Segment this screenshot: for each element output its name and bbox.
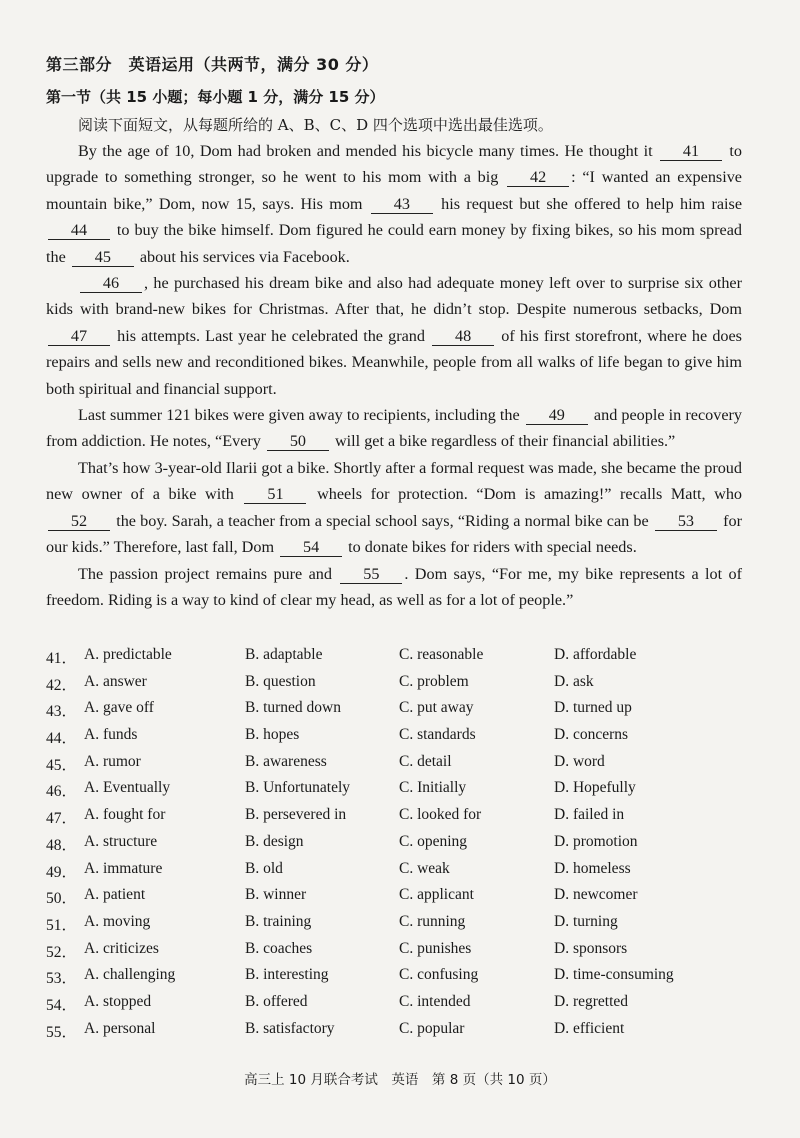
question-number: 51． [46, 916, 78, 934]
question-number: 48． [46, 836, 78, 854]
option-row-51 [46, 913, 766, 940]
option-b[interactable]: B. training [245, 912, 312, 930]
option-row-49 [46, 860, 766, 887]
option-row-44 [46, 726, 766, 753]
option-row-52 [46, 940, 766, 967]
option-b[interactable]: B. old [245, 859, 283, 877]
option-d[interactable]: D. regretted [554, 992, 629, 1010]
blank-54[interactable]: 54 [280, 538, 342, 557]
blank-50[interactable]: 50 [267, 432, 329, 451]
question-number: 45． [46, 756, 78, 774]
option-row-55 [46, 1020, 766, 1047]
part-title: 第三部分 英语运用（共两节，满分 30 分） [46, 55, 379, 74]
paragraph-4: That’s how 3-year-old Ilarii got a bike. Shortly after a formal request was made, she became the proud new owner of a bike with 51 wheels for protection. “Dom is amazing!” recalls Matt, who 52 the boy. Sarah, a teacher from a special school says, “Riding a normal bike can be 53 for our kids.” Therefore, last fall, Dom 54 to donate bikes for riders with special needs. [46, 458, 743, 557]
option-d[interactable]: D. turning [554, 912, 618, 930]
option-a[interactable]: A. immature [84, 859, 163, 877]
question-number: 52． [46, 943, 78, 961]
question-number: 44． [46, 730, 78, 748]
question-number: 46． [46, 783, 78, 801]
option-d[interactable]: D. word [554, 752, 605, 770]
question-number: 47． [46, 810, 78, 828]
option-c[interactable]: C. reasonable [399, 646, 484, 663]
question-number: 43． [46, 703, 78, 721]
option-c[interactable]: C. looked for [399, 806, 482, 824]
blank-46[interactable]: 46 [80, 274, 142, 293]
option-d[interactable]: D. ask [554, 672, 594, 690]
option-c[interactable]: C. problem [399, 672, 469, 690]
blank-42[interactable]: 42 [507, 168, 569, 187]
section-title: 第一节（共 15 小题；每小题 1 分，满分 15 分） [46, 88, 385, 106]
blank-49[interactable]: 49 [526, 406, 588, 425]
option-d[interactable]: D. newcomer [554, 886, 638, 904]
option-row-42 [46, 673, 766, 700]
cloze-passage [46, 138, 742, 613]
option-d[interactable]: D. promotion [554, 832, 638, 850]
blank-48[interactable]: 48 [432, 327, 494, 346]
option-a[interactable]: A. fought for [84, 806, 166, 824]
option-row-43 [46, 699, 766, 726]
option-row-45 [46, 753, 766, 780]
option-b[interactable]: B. persevered in [245, 806, 347, 824]
option-b[interactable]: B. coaches [245, 939, 313, 957]
option-c[interactable]: C. confusing [399, 966, 479, 984]
option-c[interactable]: C. standards [399, 726, 476, 744]
option-row-48 [46, 833, 766, 860]
option-b[interactable]: B. design [245, 832, 304, 850]
option-c[interactable]: C. running [399, 912, 466, 930]
option-row-41 [46, 646, 766, 673]
blank-47[interactable]: 47 [48, 327, 110, 346]
blank-52[interactable]: 52 [48, 512, 110, 531]
option-row-54 [46, 993, 766, 1020]
option-c[interactable]: C. intended [399, 992, 471, 1010]
question-number: 53． [46, 970, 78, 988]
option-d[interactable]: D. efficient [554, 1019, 625, 1037]
option-a[interactable]: A. criticizes [84, 939, 159, 957]
option-a[interactable]: A. stopped [84, 992, 152, 1010]
option-b[interactable]: B. Unfortunately [245, 779, 351, 797]
option-a[interactable]: A. predictable [84, 646, 172, 663]
options-list [46, 646, 766, 1046]
option-b[interactable]: B. satisfactory [245, 1019, 335, 1037]
option-b[interactable]: B. interesting [245, 966, 329, 984]
option-b[interactable]: B. hopes [245, 726, 300, 744]
option-d[interactable]: D. homeless [554, 859, 631, 877]
paragraph-1: By the age of 10, Dom had broken and mended his bicycle many times. He thought it 41 to upgrade to something stronger, so he went to his mom with a big 42 : “I wanted an expensive mountain bike,” Dom, now 15, says. His mom 43 his request but she offered to help him raise 44 to buy the bike himself. Dom figured he could earn money by fixing bikes, so his mom spread the 45 about his services via Facebook. [46, 142, 743, 266]
question-number: 50． [46, 890, 78, 908]
option-a[interactable]: A. Eventually [84, 779, 171, 797]
question-number: 41． [46, 650, 78, 667]
question-number: 55． [46, 1023, 78, 1041]
option-a[interactable]: A. structure [84, 832, 158, 850]
question-number: 42． [46, 676, 78, 694]
option-b[interactable]: B. winner [245, 886, 307, 904]
blank-51[interactable]: 51 [244, 485, 306, 504]
paragraph-2: 46 , he purchased his dream bike and also had adequate money left over to surprise six other kids with brand-new bikes for Christmas. After that, he didn’t stop. Despite numerous setbacks, Dom 47 his attempts. Last year he celebrated the grand 48 of his first storefront, where he does repairs and sells new and reconditioned bikes. Meanwhile, people from all walks of life began to give him both spiritual and financial support. [46, 274, 742, 398]
option-row-53 [46, 966, 766, 993]
option-d[interactable]: D. time-consuming [554, 966, 674, 984]
question-number: 49． [46, 863, 78, 881]
option-c[interactable]: C. opening [399, 832, 468, 850]
option-a[interactable]: A. personal [84, 1019, 156, 1037]
option-b[interactable]: B. awareness [245, 752, 327, 770]
paragraph-3: Last summer 121 bikes were given away to recipients, including the 49 and people in recovery from addiction. He notes, “Every 50 will get a bike regardless of their financial abilities.” [46, 406, 742, 451]
option-a[interactable]: A. answer [84, 672, 147, 690]
question-number: 54． [46, 996, 78, 1014]
option-row-50 [46, 886, 766, 913]
option-d[interactable]: D. sponsors [554, 939, 628, 957]
option-c[interactable]: C. punishes [399, 939, 472, 957]
option-b[interactable]: B. offered [245, 992, 308, 1010]
option-d[interactable]: D. turned up [554, 699, 632, 717]
blank-43[interactable]: 43 [371, 195, 433, 214]
option-c[interactable]: C. put away [399, 699, 474, 717]
option-b[interactable]: B. question [245, 672, 316, 690]
option-d[interactable]: D. failed in [554, 806, 625, 824]
option-c[interactable]: C. Initially [399, 779, 467, 797]
option-a[interactable]: A. rumor [84, 752, 141, 770]
option-c[interactable]: C. detail [399, 752, 452, 770]
option-d[interactable]: D. Hopefully [554, 779, 636, 797]
option-a[interactable]: A. funds [84, 726, 138, 744]
option-d[interactable]: D. affordable [554, 646, 637, 663]
option-a[interactable]: A. challenging [84, 966, 176, 984]
option-row-46 [46, 779, 766, 806]
option-a[interactable]: A. gave off [84, 699, 154, 717]
instruction: 阅读下面短文，从每题所给的 A、B、C、D 四个选项中选出最佳选项。 [78, 116, 553, 134]
blank-55[interactable]: 55 [340, 565, 402, 584]
option-b[interactable]: B. adaptable [245, 646, 323, 663]
option-a[interactable]: A. patient [84, 886, 146, 904]
option-c[interactable]: C. popular [399, 1019, 465, 1037]
option-a[interactable]: A. moving [84, 912, 151, 930]
option-c[interactable]: C. weak [399, 859, 450, 877]
blank-45[interactable]: 45 [72, 248, 134, 267]
blank-41[interactable]: 41 [660, 142, 722, 161]
option-c[interactable]: C. applicant [399, 886, 474, 904]
option-row-47 [46, 806, 766, 833]
paragraph-5: The passion project remains pure and 55 . Dom says, “For me, my bike represents a lot of freedom. Riding is a way to kind of clear my head, as well as for a lot of people.” [46, 564, 742, 609]
blank-53[interactable]: 53 [655, 512, 717, 531]
option-d[interactable]: D. concerns [554, 726, 629, 744]
blank-44[interactable]: 44 [48, 221, 110, 240]
option-b[interactable]: B. turned down [245, 699, 342, 717]
page-footer: 高三上 10 月联合考试 英语 第 8 页（共 10 页） [244, 1072, 556, 1088]
